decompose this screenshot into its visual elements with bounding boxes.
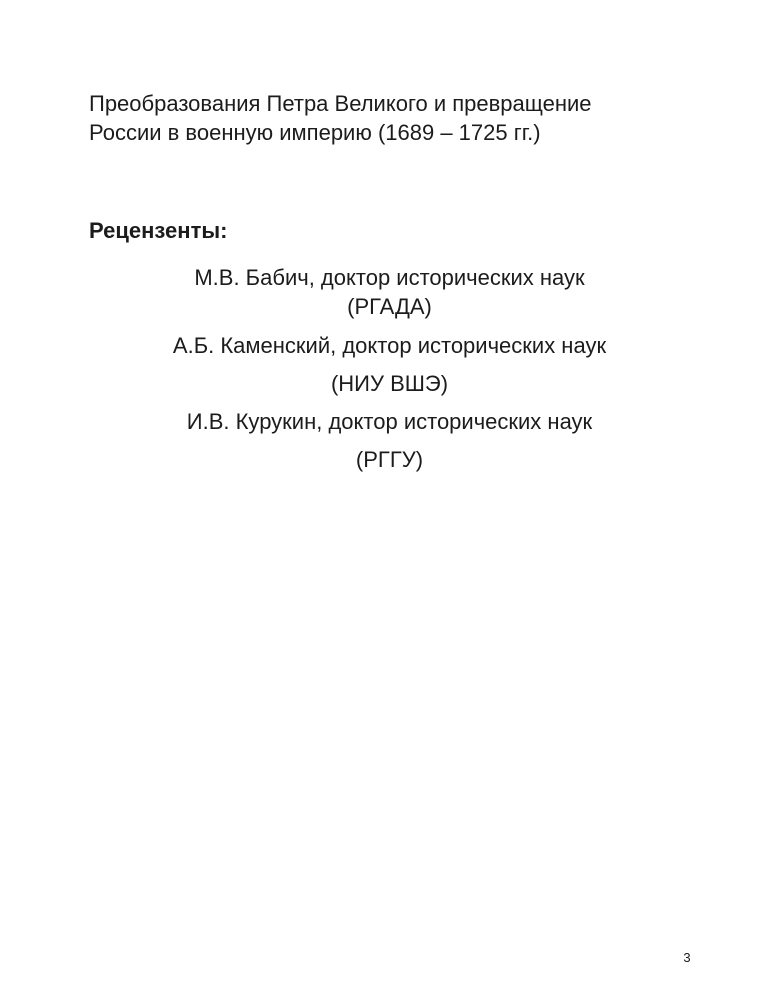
reviewer-3-institution: (РГГУ): [355, 447, 424, 472]
reviewer-3-name: И.В. Курукин, доктор исторических наук: [186, 409, 593, 434]
book-title-line-1: Преобразования Петра Великого и превращение: [89, 91, 592, 116]
reviewers-heading: Рецензенты:: [89, 218, 228, 243]
reviewer-2-name: А.Б. Каменский, доктор исторических наук: [172, 333, 607, 358]
page-number: 3: [683, 950, 691, 965]
book-title-line-2: России в военную империю (1689 – 1725 гг.): [89, 120, 541, 145]
reviewer-1-institution: (РГАДА): [347, 294, 432, 319]
reviewer-1-name: М.В. Бабич, доктор исторических наук: [194, 265, 585, 290]
reviewer-2-institution: (НИУ ВШЭ): [330, 371, 449, 396]
book-title: [89, 89, 729, 147]
